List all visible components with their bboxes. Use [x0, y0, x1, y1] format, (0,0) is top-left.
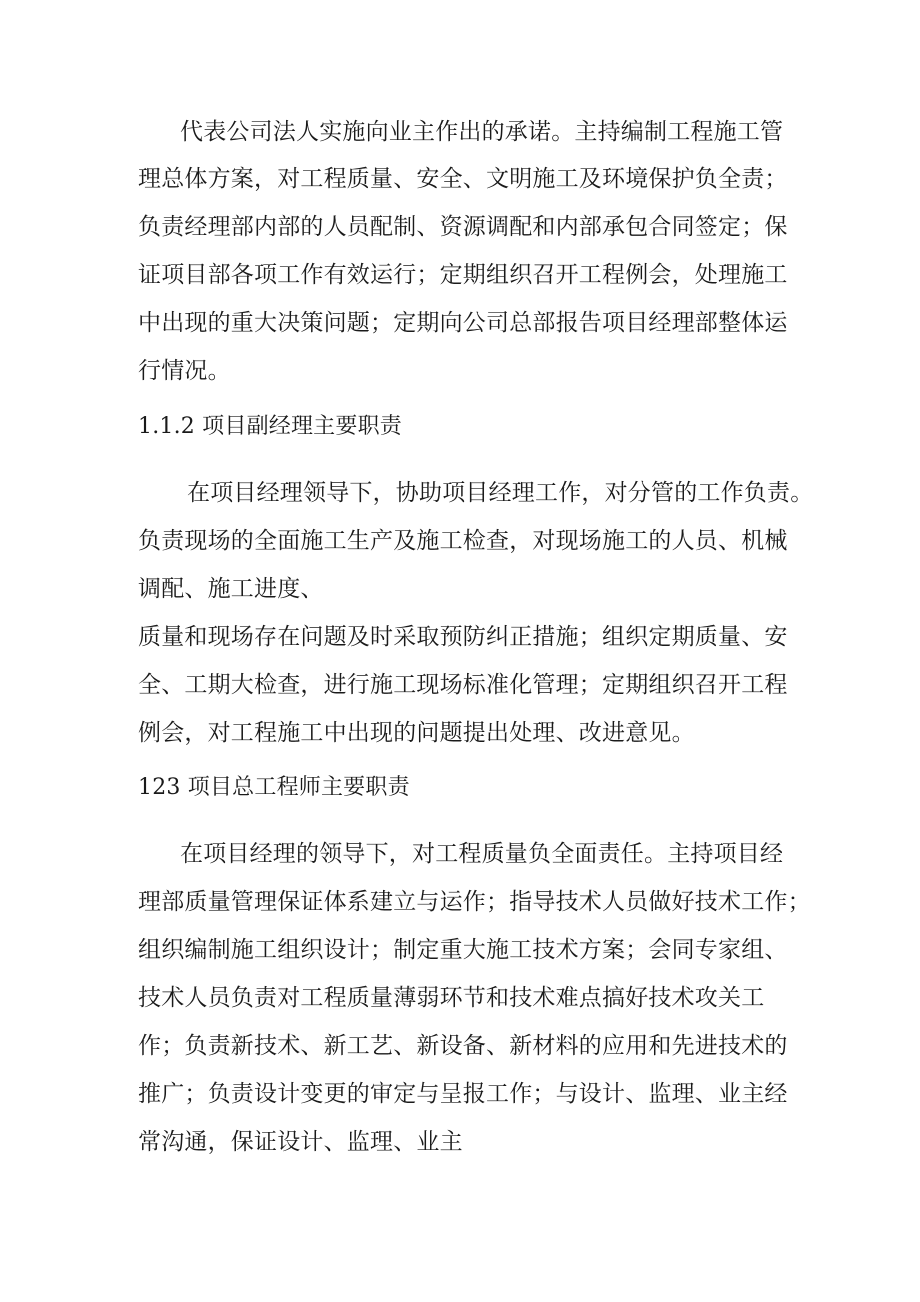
text-line: 作；负责新技术、新工艺、新设备、新材料的应用和先进技术的 — [138, 1033, 788, 1059]
text-line: 负责经理部内部的人员配制、资源调配和内部承包合同签定；保 — [138, 214, 788, 240]
text-line: 负责现场的全面施工生产及施工检查，对现场施工的人员、机械 — [138, 528, 788, 554]
text-line: 质量和现场存在问题及时采取预防纠正措施；组织定期质量、安 — [138, 624, 788, 650]
text-line: 全、工期大检查，进行施工现场标准化管理；定期组织召开工程 — [138, 672, 788, 698]
text-line: 调配、施工进度、 — [138, 576, 324, 602]
text-line: 在项目经理的领导下，对工程质量负全面责任。主持项目经 — [180, 841, 784, 867]
text-line: 理总体方案，对工程质量、安全、文明施工及环境保护负全责； — [138, 166, 788, 192]
text-line: 组织编制施工组织设计；制定重大施工技术方案；会同专家组、 — [138, 937, 788, 963]
text-line: 技术人员负责对工程质量薄弱环节和技术难点搞好技术攻关工 — [138, 985, 765, 1011]
text-line: 理部质量管理保证体系建立与运作；指导技术人员做好技术工作； — [138, 889, 811, 915]
text-line: 行情况。 — [138, 358, 231, 384]
section-heading-chief-engineer: 123 项目总工程师主要职责 — [138, 775, 410, 800]
text-line: 常沟通，保证设计、监理、业主 — [138, 1129, 463, 1155]
section-heading-deputy-manager: 1.1.2 项目副经理主要职责 — [138, 414, 402, 439]
text-line: 在项目经理领导下，协助项目经理工作，对分管的工作负责。 — [187, 480, 814, 506]
text-line: 推广；负责设计变更的审定与呈报工作；与设计、监理、业主经 — [138, 1081, 788, 1107]
text-line: 代表公司法人实施向业主作出的承诺。主持编制工程施工管 — [180, 119, 784, 145]
text-line: 中出现的重大决策问题；定期向公司总部报告项目经理部整体运 — [138, 310, 788, 336]
text-line: 例会，对工程施工中出现的问题提出处理、改进意见。 — [138, 720, 695, 746]
text-line: 证项目部各项工作有效运行；定期组织召开工程例会，处理施工 — [138, 262, 788, 288]
